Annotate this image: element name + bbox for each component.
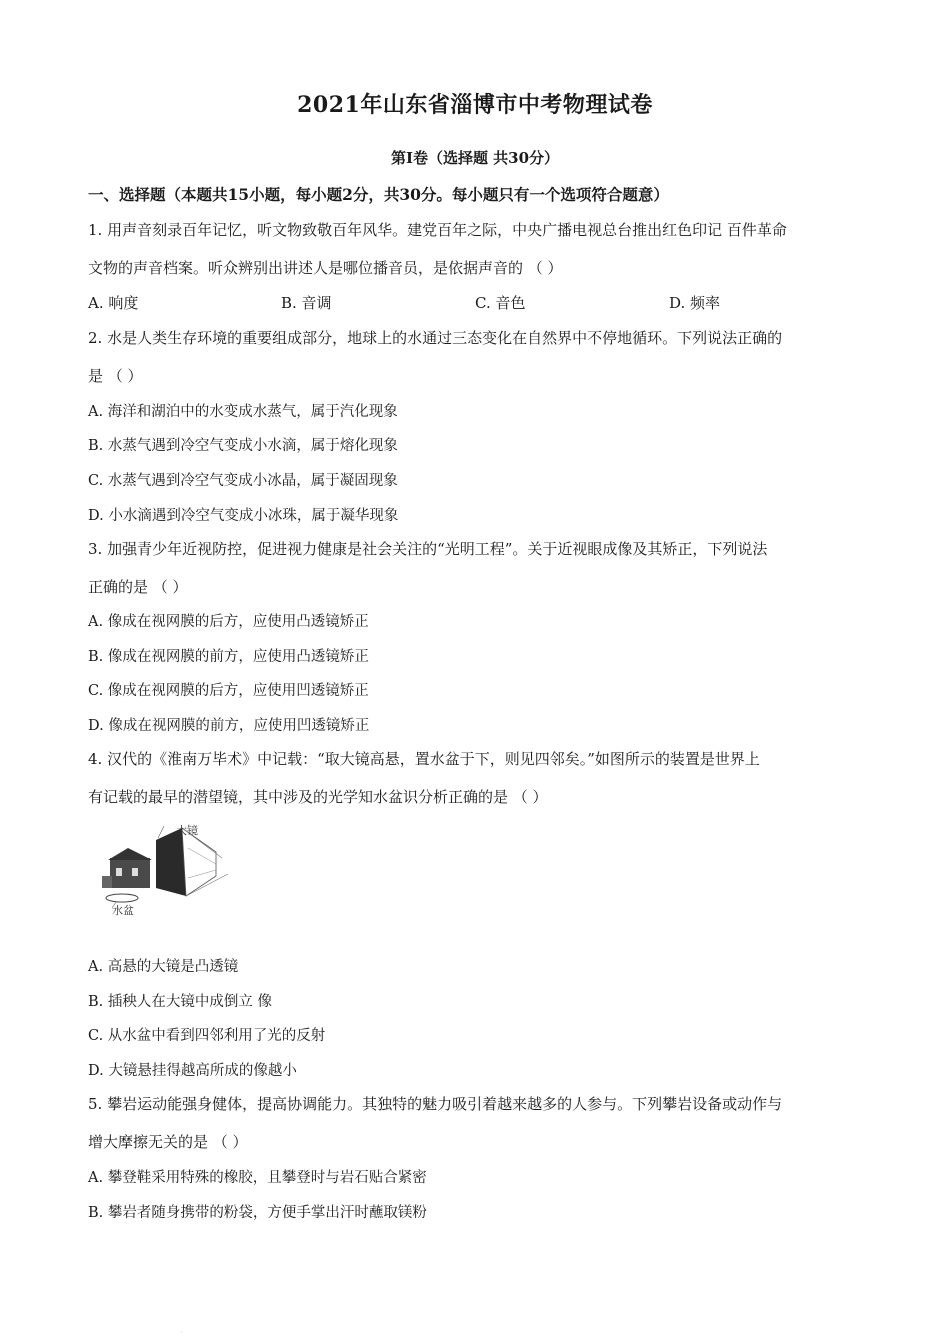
question-5-line-2: 增大摩擦无关的是 （ ） [88, 1133, 248, 1151]
periscope-figure [98, 818, 248, 918]
question-3-line-2: 正确的是 （ ） [88, 578, 188, 596]
question-4-option-c: C. 从水盆中看到四邻利用了光的反射 [88, 1028, 326, 1044]
question-3-option-d: D. 像成在视网膜的前方，应使用凹透镜矫正 [88, 718, 370, 734]
question-2-option-c: C. 水蒸气遇到冷空气变成小冰晶，属于凝固现象 [88, 473, 398, 489]
question-3-option-b: B. 像成在视网膜的前方，应使用凸透镜矫正 [88, 649, 369, 665]
question-4-option-a: A. 高悬的大镜是凸透镜 [88, 959, 239, 975]
figure-label-mirror: 大镜 [176, 824, 198, 837]
question-3-line-1: 3. 加强青少年近视防控，促进视力健康是社会关注的“光明工程”。关于近视眼成像及其矫正，下列说法 [88, 540, 768, 558]
question-2-option-a: A. 海洋和湖泊中的水变成水蒸气，属于汽化现象 [88, 404, 398, 420]
question-4-line-2: 有记载的最早的潜望镜，其中涉及的光学知水盆识分析正确的是 （ ） [88, 788, 548, 806]
question-5-option-b: B. 攀岩者随身携带的粉袋，方便手掌出汗时蘸取镁粉 [88, 1205, 427, 1221]
question-1-line-1: 1. 用声音刻录百年记忆，听文物致敬百年风华。建党百年之际，中央广播电视总台推出红色印记 百件革命 [88, 221, 787, 239]
figure-label-basin: 水盆 [112, 904, 134, 917]
page-title: 2021年山东省淄博市中考物理试卷 [297, 92, 653, 118]
section-heading: 一、选择题（本题共15小题，每小题2分，共30分。每小题只有一个选项符合题意） [88, 185, 669, 204]
question-2-option-b: B. 水蒸气遇到冷空气变成小水滴，属于熔化现象 [88, 438, 398, 454]
question-1-line-2: 文物的声音档案。听众辨别出讲述人是哪位播音员，是依据声音的 （ ） [88, 259, 563, 277]
question-2-line-2: 是 （ ） [88, 367, 143, 385]
house-illustration [102, 848, 152, 888]
question-5-option-a: A. 攀登鞋采用特殊的橡胶，且攀登时与岩石贴合紧密 [88, 1170, 427, 1186]
question-1-option-a: A. 响度 [88, 294, 139, 312]
question-4-option-d: D. 大镜悬挂得越高所成的像越小 [88, 1063, 297, 1079]
question-2-option-d: D. 小水滴遇到冷空气变成小冰珠，属于凝华现象 [88, 508, 399, 524]
footer-mark: · [180, 1328, 183, 1337]
question-4-option-b: B. 插秧人在大镜中成倒立 像 [88, 994, 272, 1010]
question-5-line-1: 5. 攀岩运动能强身健体，提高协调能力。其独特的魅力吸引着越来越多的人参与。下列攀岩设备或动作与 [88, 1095, 783, 1113]
question-4-line-1: 4. 汉代的《淮南万毕术》中记载：“取大镜高悬，置水盆于下，则见四邻矣。”如图所示的装置是世界上 [88, 750, 760, 768]
question-3-option-a: A. 像成在视网膜的后方，应使用凸透镜矫正 [88, 614, 369, 630]
question-1-option-c: C. 音色 [475, 294, 526, 312]
section-subtitle: 第I卷（选择题 共30分） [390, 149, 560, 167]
question-3-option-c: C. 像成在视网膜的后方，应使用凹透镜矫正 [88, 683, 369, 699]
question-2-line-1: 2. 水是人类生存环境的重要组成部分，地球上的水通过三态变化在自然界中不停地循环。下列说法正确的 [88, 329, 783, 347]
question-1-option-b: B. 音调 [281, 294, 332, 312]
question-1-option-d: D. 频率 [669, 294, 721, 312]
